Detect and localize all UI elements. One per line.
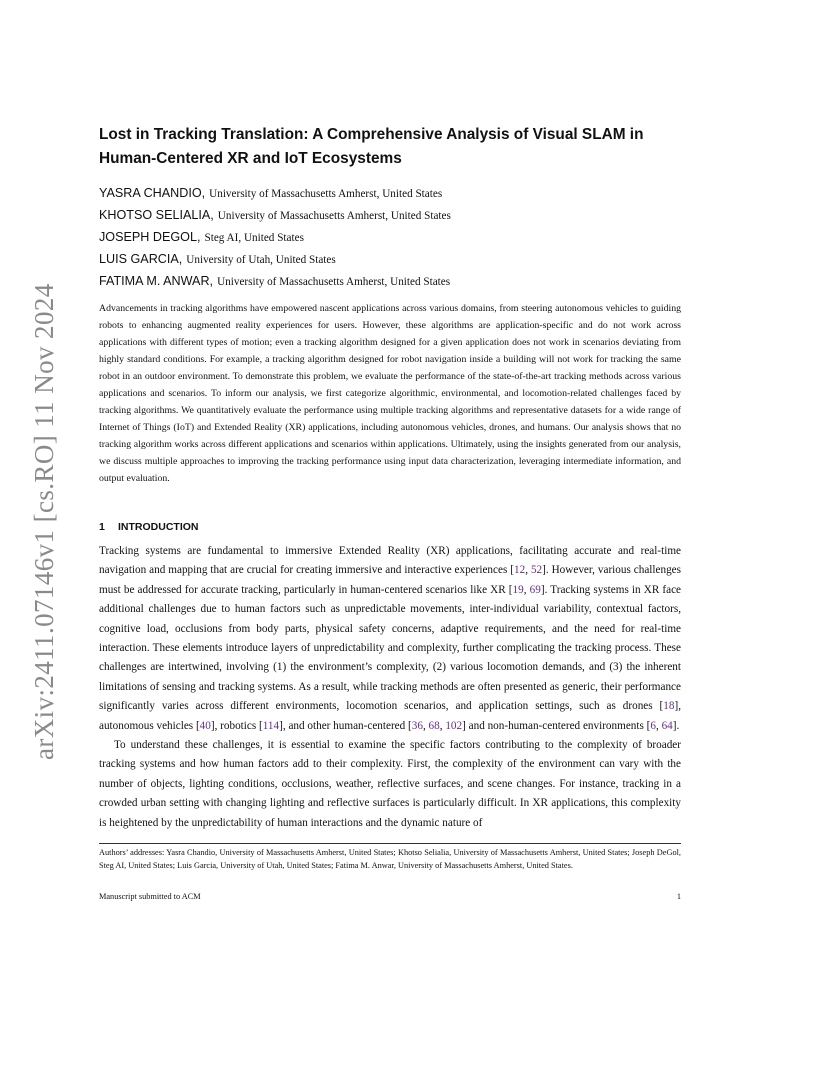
author-affiliation: University of Utah, United States — [186, 254, 336, 266]
citation-link[interactable]: 12 — [514, 564, 526, 577]
paragraph-text: , — [525, 564, 531, 577]
section-heading — [99, 519, 399, 535]
manuscript-note: Manuscript submitted to ACM — [99, 892, 201, 901]
citation-link[interactable]: 19 — [512, 583, 524, 596]
author-affiliation: University of Massachusetts Amherst, United States — [217, 210, 451, 222]
author-entry — [99, 270, 699, 292]
paragraph-text: , — [439, 719, 446, 732]
paragraph-text: ]. Tracking systems in XR face additional challenges due to human factors such as unpredictable movements, inter-individual variability, contextual factors, cognitive load, occlusions from body parts, physical safety concerns, adaptive requirements, and the need for real-time interaction. These elements introduce layers of unpredictability and complexity, further complicating the tracking process. These challenges are intertwined, involving (1) the environment’s complexity, (2) various locomotion demands, and (3) the inherent limitations of sensing and tracking systems. As a result, while tracking methods are often presented as generic, their performance significantly varies across different environments, locomotion scenarios, and application settings, such as drones [ — [99, 583, 682, 713]
citation-link[interactable]: 18 — [663, 700, 675, 713]
citation-link[interactable]: 40 — [199, 719, 211, 732]
paragraph-text: , — [523, 583, 530, 596]
author-affiliation: University of Massachusetts Amherst, United States — [209, 188, 443, 200]
abstract: Advancements in tracking algorithms have empowered nascent applications across various domains, from steering autonomous vehicles to guiding robots to enhancing augmented reality experiences for users. However, these algorithms are application-specific and do not work across applications with different types of motion; even a tracking algorithm designed for a given application does not work in scenarios deviating from highly standard conditions. For example, a tracking algorithm designed for robot navigation inside a building will not work for tracking the same robot in an outdoor environment. To demonstrate this problem, we evaluate the performance of the state-of-the-art tracking methods across various applications and scenarios. To inform our analysis, we first categorize algorithmic, environmental, and locomotion-related challenges faced by tracking algorithms. We quantitatively evaluate the performance using multiple tracking algorithms and representative datasets for a wide range of Internet of Things (IoT) and Extended Reality (XR) applications, including autonomous vehicles, drones, and humans. Our analysis shows that no tracking algorithm works across different applications and scenarios within applications. Ultimately, using the insights generated from our analysis, we discuss multiple approaches to improving the tracking performance using input data characterization, leveraging intermediate information, and output evaluation. — [99, 303, 681, 484]
paragraph-text: ]. However, various challenges must be addressed for accurate tracking, particularly in human-centered scenarios like XR [ — [99, 564, 681, 596]
section-title: INTRODUCTION — [118, 521, 199, 533]
citation-link[interactable]: 69 — [529, 583, 541, 596]
intro-paragraph-2: To understand these challenges, it is essential to examine the specific factors contributing to the complexity of broader tracking systems and how human factors add to their complexity. First, the complexity of the environment can vary with the number of objects, lighting conditions, occlusions, weather, reflective surfaces, and scene changes. For instance, tracking in a crowded urban setting with changing lighting and reflective surfaces is particularly difficult. In XR applications, this complexity is heightened by the unpredictability of human interactions and the dynamic nature of — [99, 739, 681, 829]
paragraph-text: ], robotics [ — [210, 719, 263, 732]
arxiv-stamp: arXiv:2411.07146v1 [cs.RO] 11 Nov 2024 — [29, 283, 59, 760]
paragraph-text: ], autonomous vehicles [ — [99, 700, 681, 732]
intro-paragraph-1 — [99, 542, 681, 736]
footnote-rule — [99, 843, 681, 844]
author-entry — [99, 182, 699, 204]
author-entry — [99, 248, 699, 270]
section-number: 1 — [99, 521, 105, 533]
citation-link[interactable]: 68 — [428, 719, 440, 732]
author-name: KHOTSO SELIALIA, — [99, 208, 214, 222]
paragraph-text: , — [422, 719, 429, 732]
paragraph-text: Tracking systems are fundamental to immersive Extended Reality (XR) applications, facilitating accurate and real-time navigation and mapping that are crucial for creating immersive and interactive experiences [ — [99, 545, 681, 577]
citation-link[interactable]: 36 — [411, 719, 423, 732]
citation-link[interactable]: 102 — [445, 719, 463, 732]
paragraph-text: , — [655, 719, 662, 732]
citation-link[interactable]: 114 — [262, 719, 280, 732]
citation-link[interactable]: 52 — [530, 564, 543, 577]
author-entry — [99, 226, 699, 248]
author-list — [99, 182, 699, 292]
author-name: JOSEPH DEGOL, — [99, 230, 201, 244]
author-name: LUIS GARCIA, — [99, 252, 183, 266]
citation-link[interactable]: 6 — [650, 719, 656, 732]
author-name: YASRA CHANDIO, — [99, 186, 206, 200]
paragraph-text: ]. — [672, 719, 680, 732]
authors-addresses-footnote: Authors’ addresses: Yasra Chandio, University of Massachusetts Amherst, United States; Khotso Selialia, University of Massachusetts Amherst, United States; Joseph DeGol, Steg AI, United States; Luis Garcia, University of Utah, United States; Fatima M. Anwar, University of Massachusetts Amherst, United States. — [99, 848, 681, 870]
citation-link[interactable]: 64 — [661, 719, 673, 732]
author-name: FATIMA M. ANWAR, — [99, 274, 214, 288]
author-entry — [99, 204, 699, 226]
paragraph-text: ] and non-human-centered environments [ — [462, 719, 651, 732]
author-affiliation: Steg AI, United States — [204, 232, 304, 244]
page-number: 1 — [676, 892, 681, 901]
author-affiliation: University of Massachusetts Amherst, United States — [217, 276, 451, 288]
paper-title: Lost in Tracking Translation: A Comprehensive Analysis of Visual SLAM in Human-Centered XR and IoT Ecosystems — [99, 126, 644, 167]
body-text — [99, 542, 681, 833]
paragraph-text: ], and other human-centered [ — [279, 719, 412, 732]
